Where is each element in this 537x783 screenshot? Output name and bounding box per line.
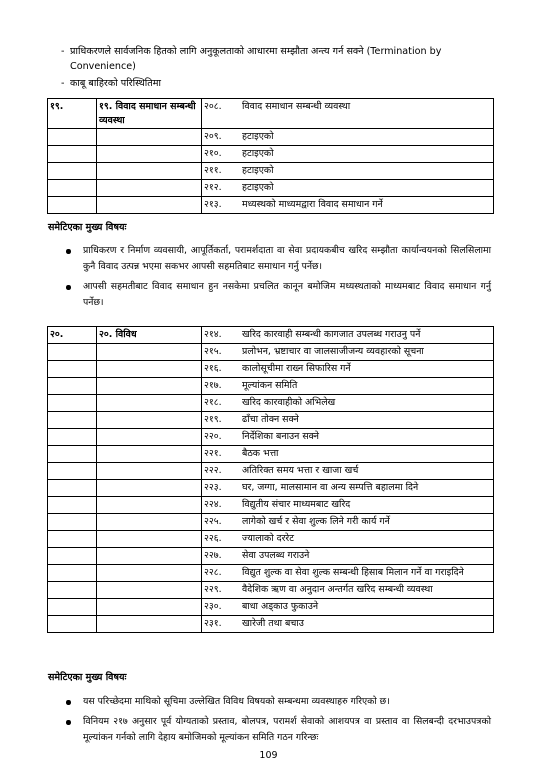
rule-code: २२०. bbox=[204, 431, 222, 442]
rule-text: विद्युतीय संचार माध्यमबाट खरिद bbox=[242, 499, 351, 510]
summary-bullet-text: यस परिच्छेदमा माथिको सूचिमा उल्लेखित विविध विषयको सम्बन्धमा व्यवस्थाहरु गरिएको छ। bbox=[83, 696, 390, 707]
section-19-table bbox=[47, 98, 494, 214]
rule-text: खरिद कारवाहीको अभिलेख bbox=[242, 397, 336, 408]
rule-text: लागेको खर्च र सेवा शुल्क लिने गरी कार्य गर्ने bbox=[242, 516, 390, 527]
summary-bullet bbox=[83, 243, 491, 274]
rule-code: २०८. bbox=[204, 101, 222, 112]
table-row bbox=[202, 361, 494, 378]
dash-item bbox=[61, 44, 490, 74]
table-row bbox=[202, 163, 494, 180]
chapter-number: २०. bbox=[48, 327, 97, 344]
table-row bbox=[202, 582, 494, 599]
rule-code: २१८. bbox=[204, 397, 222, 408]
rule-code: २२१. bbox=[204, 448, 222, 459]
table-row bbox=[202, 344, 494, 361]
bullet-dot bbox=[66, 249, 71, 254]
rule-code: २३०. bbox=[204, 601, 222, 612]
rule-text: हटाइएको bbox=[242, 165, 274, 176]
rule-text: ढाँचा तोक्न सक्ने bbox=[242, 414, 299, 425]
table-row bbox=[202, 180, 494, 197]
rule-text: निर्देशिका बनाउन सक्ने bbox=[242, 431, 320, 442]
table-row bbox=[202, 616, 494, 633]
table-row bbox=[202, 99, 494, 129]
table-row bbox=[202, 327, 494, 344]
table-row bbox=[202, 429, 494, 446]
rule-text: हटाइएको bbox=[242, 148, 274, 159]
table-row bbox=[202, 378, 494, 395]
table-row bbox=[202, 395, 494, 412]
rule-text: विद्युत शुल्क वा सेवा शुल्क सम्बन्धी हिसाब मिलान गर्ने वा गराइदिने bbox=[242, 567, 464, 578]
summary-heading: समेटिएका मुख्य विषयः bbox=[48, 672, 127, 683]
rule-text: विवाद समाधान सम्बन्धी व्यवस्था bbox=[242, 101, 351, 112]
dash-marker: - bbox=[61, 46, 65, 57]
table-row bbox=[202, 480, 494, 497]
bullet-dot bbox=[66, 700, 71, 705]
rule-code: २१७. bbox=[204, 380, 222, 391]
table-row bbox=[202, 129, 494, 146]
summary-heading: समेटिएका मुख्य विषयः bbox=[48, 222, 127, 233]
bullet-dot bbox=[66, 285, 71, 290]
rule-text: बैठक भत्ता bbox=[242, 448, 279, 459]
rule-text: कालोसूचीमा राख्न सिफारिस गर्ने bbox=[242, 363, 351, 374]
rule-code: २२४. bbox=[204, 499, 222, 510]
summary-bullet-text: आपसी सहमतीबाट विवाद समाधान हुन नसकेमा प्रचलित कानून बमोजिम मध्यस्थताको माध्यमबाट विवाद समाधान गर्नु पर्नेछ। bbox=[83, 281, 491, 308]
table-row bbox=[202, 412, 494, 429]
rule-code: २१५. bbox=[204, 346, 222, 357]
rule-code: २२५. bbox=[204, 516, 222, 527]
table-row bbox=[202, 531, 494, 548]
chapter-number: १९. bbox=[48, 99, 97, 129]
rule-code: २०९. bbox=[204, 131, 222, 142]
summary-bullet bbox=[83, 694, 491, 710]
rule-code: २२८. bbox=[204, 567, 222, 578]
section-20-table bbox=[47, 326, 494, 633]
rule-code: २१९. bbox=[204, 414, 222, 425]
rule-code: २२९. bbox=[204, 584, 222, 595]
summary-bullet bbox=[83, 714, 491, 745]
rule-code: २११. bbox=[204, 165, 222, 176]
table-row bbox=[202, 514, 494, 531]
rule-text: मध्यस्थको माध्यमद्वारा विवाद समाधान गर्ने bbox=[242, 199, 383, 210]
rule-code: २३१. bbox=[204, 618, 222, 629]
dash-item bbox=[61, 76, 490, 91]
table-row bbox=[202, 463, 494, 480]
rule-text: हटाइएको bbox=[242, 131, 274, 142]
rule-code: २२७. bbox=[204, 550, 222, 561]
page-number: 109 bbox=[259, 750, 278, 761]
rule-code: २२३. bbox=[204, 482, 222, 493]
rule-text: ज्यालाको दररेट bbox=[242, 533, 294, 544]
rule-text: प्रलोभन, भ्रष्टाचार वा जालसाजीजन्य व्यवहारको सूचना bbox=[242, 346, 424, 357]
bullet-dot bbox=[66, 720, 71, 725]
rule-text: बाधा अड्काउ फुकाउने bbox=[242, 601, 319, 612]
rule-text: मूल्यांकन समिति bbox=[242, 380, 298, 391]
chapter-title: १९. विवाद समाधान सम्बन्धी व्यवस्था bbox=[97, 99, 202, 129]
dash-item-text: प्राधिकरणले सार्वजनिक हितको लागि अनुकूलताको आधारमा सम्झौता अन्त्य गर्न सक्ने (Termination by Convenience) bbox=[70, 46, 442, 72]
chapter-title: २०. विविध bbox=[97, 327, 202, 344]
rule-code: २१६. bbox=[204, 363, 222, 374]
summary-bullet-text: प्राधिकरण र निर्माण व्यवसायी, आपूर्तिकर्ता, परामर्शदाता वा सेवा प्रदायकबीच खरिद सम्झौता कार्यान्वयनको सिलसिलामा कुनै विवाद उत्पन्न भएमा सकभर आपसी सहमतिबाट समाधान गर्नु पर्नेछ। bbox=[83, 245, 491, 272]
table-row bbox=[202, 565, 494, 582]
rule-text: खरिद कारवाही सम्बन्धी कागजात उपलब्ध गराउनु पर्ने bbox=[242, 329, 421, 340]
rule-text: खारेजी तथा बचाउ bbox=[242, 618, 304, 629]
rule-code: २२२. bbox=[204, 465, 222, 476]
rule-code: २२६. bbox=[204, 533, 222, 544]
rule-code: २१०. bbox=[204, 148, 222, 159]
rule-text: सेवा उपलब्ध गराउने bbox=[242, 550, 310, 561]
rule-text: अतिरिक्त समय भत्ता र खाजा खर्च bbox=[242, 465, 359, 476]
table-row bbox=[202, 146, 494, 163]
rule-text: हटाइएको bbox=[242, 182, 274, 193]
rule-text: वैदेशिक ऋण वा अनुदान अन्तर्गत खरिद सम्बन्धी व्यवस्था bbox=[242, 584, 433, 595]
rule-code: २१२. bbox=[204, 182, 222, 193]
rule-code: २१४. bbox=[204, 329, 222, 340]
table-row bbox=[202, 446, 494, 463]
rule-code: २१३. bbox=[204, 199, 222, 210]
table-row bbox=[202, 497, 494, 514]
table-row bbox=[202, 197, 494, 214]
dash-marker: - bbox=[61, 78, 65, 89]
table-row bbox=[202, 599, 494, 616]
dash-item-text: काबू बाहिरको परिस्थितिमा bbox=[70, 78, 161, 89]
rule-text: घर, जग्गा, मालसामान वा अन्य सम्पत्ति बहालमा दिने bbox=[242, 482, 419, 493]
summary-bullet-text: विनियम २१७ अनुसार पूर्व योग्यताको प्रस्ताव, बोलपत्र, परामर्श सेवाको आशयपत्र वा प्रस्ताव वा सिलबन्दी दरभाउपत्रको मूल्यांकन गर्नको लागि देहाय बमोजिमको मूल्यांकन समिति गठन गरिन्छः bbox=[83, 716, 491, 743]
summary-bullet bbox=[83, 279, 491, 310]
table-row bbox=[202, 548, 494, 565]
